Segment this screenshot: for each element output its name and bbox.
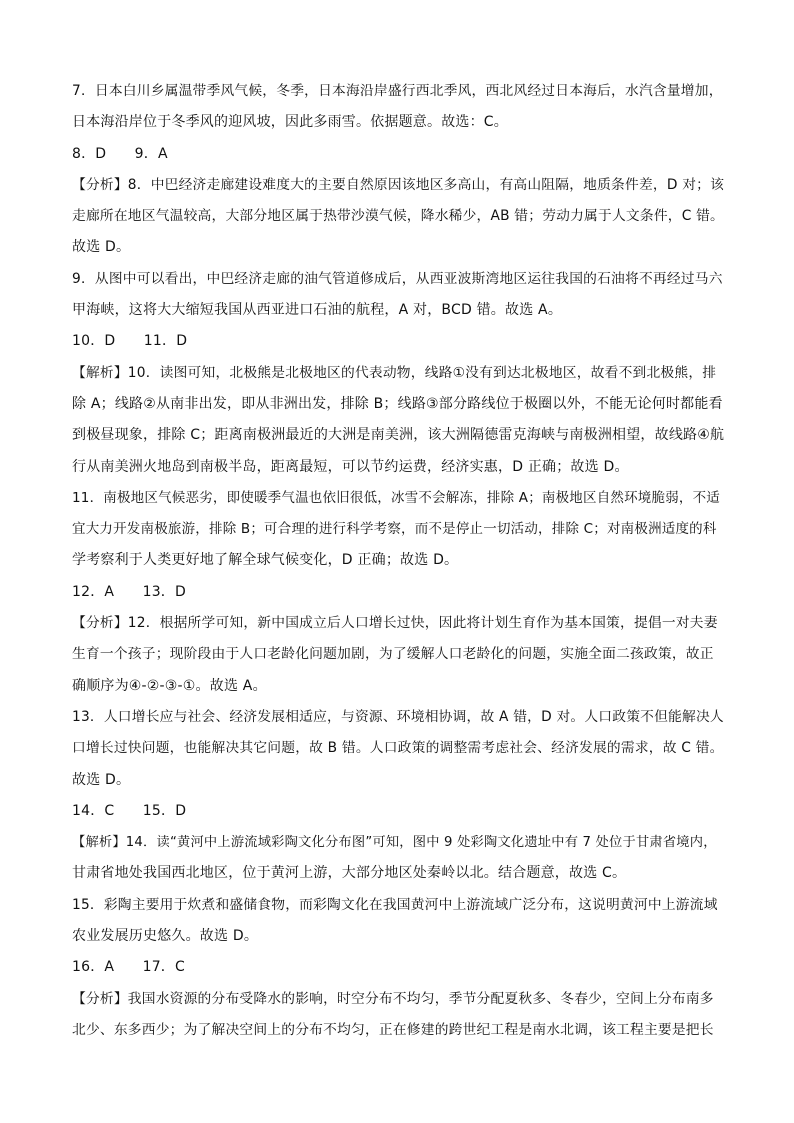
text-line: 宜大力开发南极旅游，排除 B；可合理的进行科学考察，而不是停止一切活动，排除 C；对南极洲适度的科 (72, 521, 717, 538)
answer-key-line: 16．A 17．C (72, 959, 185, 976)
text-line: 9．从图中可以看出，中巴经济走廊的油气管道修成后，从西亚波斯湾地区运往我国的石油将不再经过马六 (72, 270, 723, 287)
answer-key-line: 14．C 15．D (72, 802, 187, 819)
text-line: 故选 D。 (72, 239, 131, 256)
text-line: 除 A；线路②从南非出发，即从非洲出发，排除 B；线路③部分路线位于极圈以外，不能无论何时都能看 (72, 395, 723, 412)
text-line: 学考察利于人类更好地了解全球气候变化，D 正确；故选 D。 (72, 552, 459, 569)
text-line: 【分析】我国水资源的分布受降水的影响，时空分布不均匀，季节分配夏秋多、冬春少，空间上分布南多 (72, 990, 714, 1007)
text-line: 【分析】8．中巴经济走廊建设难度大的主要自然原因该地区多高山，有高山阻隔，地质条件差，D 对；该 (72, 176, 725, 193)
text-line: 故选 D。 (72, 771, 131, 788)
text-line: 北少、东多西少；为了解决空间上的分布不均匀，正在修建的跨世纪工程是南水北调，该工程主要是把长 (72, 1021, 714, 1038)
text-line: 15．彩陶主要用于炊煮和盛储食物，而彩陶文化在我国黄河中上游流域广泛分布，这说明黄河中上游流域 (72, 896, 718, 913)
answer-key-line: 10．D 11．D (72, 333, 188, 350)
text-line: 口增长过快问题，也能解决其它问题，故 B 错。人口政策的调整需考虑社会、经济发展的需求，故 C 错。 (72, 740, 724, 757)
text-line: 确顺序为④-②-③-①。故选 A。 (72, 677, 267, 694)
answer-key-line: 12．A 13．D (72, 583, 186, 600)
text-line: 甲海峡，这将大大缩短我国从西亚进口石油的航程，A 对，BCD 错。故选 A。 (72, 302, 563, 319)
text-line: 行从南美洲火地岛到南极半岛，距离最短，可以节约运费，经济实惠，D 正确；故选 D。 (72, 458, 629, 475)
text-line: 日本海沿岸位于冬季风的迎风坡，因此多雨雪。依据题意。故选：C。 (72, 114, 508, 131)
text-line: 生育一个孩子；现阶段由于人口老龄化问题加剧，为了缓解人口老龄化的问题，实施全面二孩政策，故正 (72, 646, 714, 663)
text-line: 农业发展历史悠久。故选 D。 (72, 928, 259, 945)
text-line: 11．南极地区气候恶劣，即使暖季气温也依旧很低，冰雪不会解冻，排除 A；南极地区自然环境脆弱，不适 (72, 489, 721, 506)
text-line: 走廊所在地区气温较高，大部分地区属于热带沙漠气候，降水稀少，AB 错；劳动力属于人文条件，C 错。 (72, 208, 724, 225)
text-line: 【分析】12．根据所学可知，新中国成立后人口增长过快，因此将计划生育作为基本国策，提倡一对夫妻 (72, 615, 718, 632)
answer-key-line: 8．D 9．A (72, 145, 168, 162)
answer-explanation-page (72, 76, 724, 1046)
text-line: 13．人口增长应与社会、经济发展相适应，与资源、环境相协调，故 A 错，D 对。人口政策不但能解决人 (72, 708, 724, 725)
text-line: 【解析】14．读“黄河中上游流域彩陶文化分布图”可知，图中 9 处彩陶文化遗址中有 7 处位于甘肃省境内， (72, 835, 717, 851)
text-line: 7．日本白川乡属温带季风气候，冬季，日本海沿岸盛行西北季风，西北风经过日本海后，水汽含量增加， (72, 83, 723, 99)
text-line: 【解析】10．读图可知，北极熊是北极地区的代表动物，线路①没有到达北极地区，故看不到北极熊，排 (72, 364, 717, 381)
text-line: 到极昼现象，排除 C；距离南极洲最近的大洲是南美洲，该大洲隔德雷克海峡与南极洲相望，故线路④航 (72, 427, 725, 444)
text-line: 甘肃省地处我国西北地区，位于黄河上游，大部分地区处秦岭以北。结合题意，故选 C。 (72, 865, 627, 882)
